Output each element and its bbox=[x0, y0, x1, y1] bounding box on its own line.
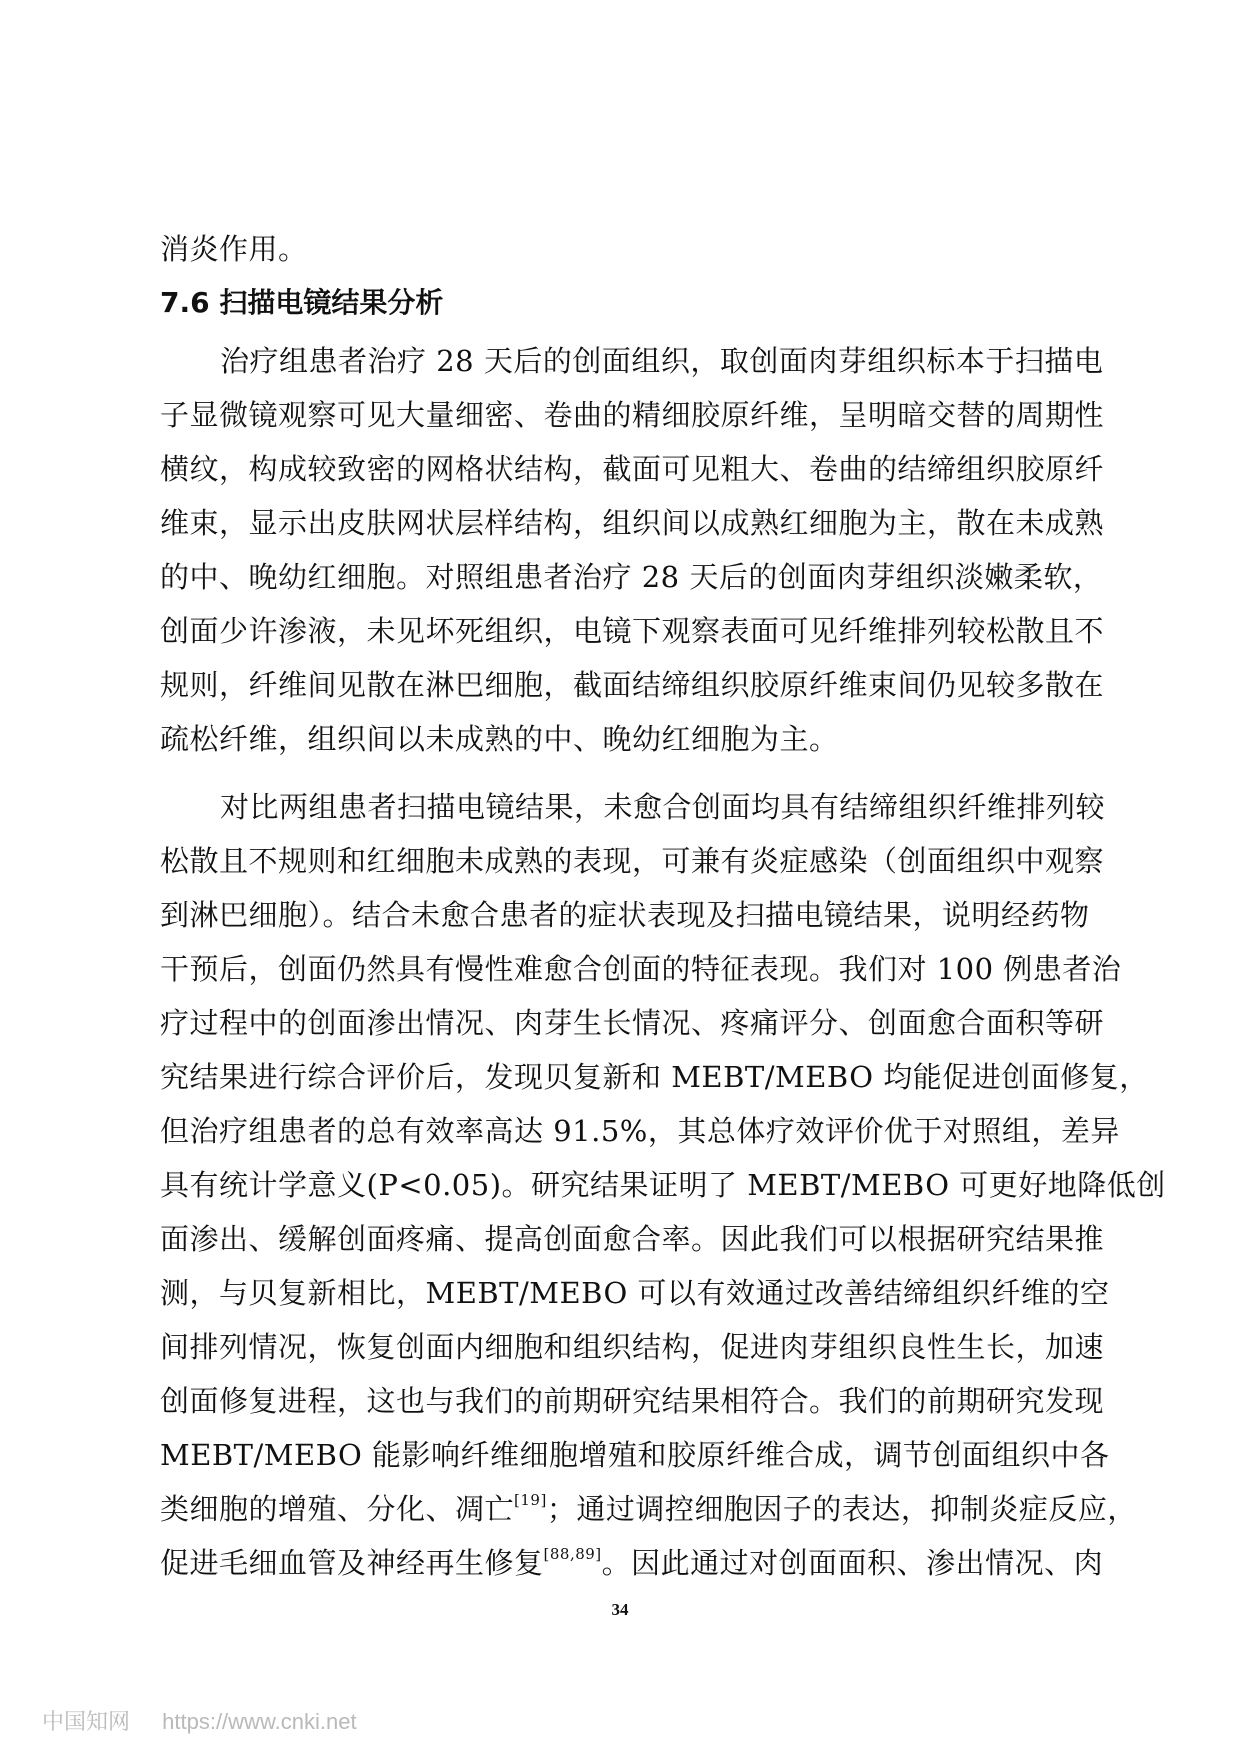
text-line bbox=[160, 496, 1105, 550]
line-text-continued: 。因此通过对创面面积、渗出情况、肉 bbox=[601, 1546, 1104, 1580]
citation-ref[interactable]: [19] bbox=[514, 1491, 547, 1509]
line-text: 测，与贝复新相比，MEBT/MEBO 可以有效通过改善结缔组织纤维的空 bbox=[160, 1276, 1110, 1310]
section-heading bbox=[160, 276, 1090, 334]
text-line bbox=[160, 1374, 1105, 1428]
line-text: 具有统计学意义(P<0.05)。研究结果证明了 MEBT/MEBO 可更好地降低创 bbox=[160, 1168, 1166, 1202]
footer-url[interactable]: https://www.cnki.net bbox=[162, 1709, 357, 1734]
document-body bbox=[160, 222, 1166, 1590]
footer-brand: 中国知网 bbox=[42, 1709, 131, 1734]
line-text: 到淋巴细胞）。结合未愈合患者的症状表现及扫描电镜结果，说明经药物 bbox=[160, 898, 1090, 932]
text-line bbox=[160, 550, 1103, 604]
text-line bbox=[160, 1266, 1110, 1320]
text-line bbox=[160, 834, 1105, 888]
line-text: 疗过程中的创面渗出情况、肉芽生长情况、疼痛评分、创面愈合面积等研 bbox=[160, 1006, 1105, 1040]
text-line bbox=[160, 442, 1105, 496]
line-text: 横纹，构成较致密的网格状结构，截面可见粗大、卷曲的结缔组织胶原纤 bbox=[160, 452, 1105, 486]
line-text: 规则，纤维间见散在淋巴细胞，截面结缔组织胶原纤维束间仍见较多散在 bbox=[160, 668, 1105, 702]
line-text: 治疗组患者治疗 28 天后的创面组织，取创面肉芽组织标本于扫描电 bbox=[220, 344, 1104, 378]
text-line bbox=[160, 1320, 1105, 1374]
line-text: 但治疗组患者的总有效率高达 91.5%，其总体疗效评价优于对照组，差异 bbox=[160, 1114, 1120, 1148]
line-text: 疏松纤维，组织间以未成熟的中、晚幼红细胞为主。 bbox=[160, 722, 839, 756]
line-text: 面渗出、缓解创面疼痛、提高创面愈合率。因此我们可以根据研究结果推 bbox=[160, 1222, 1105, 1256]
text-line bbox=[160, 1536, 1104, 1590]
line-text: 创面少许渗液，未见坏死组织，电镜下观察表面可见纤维排列较松散且不 bbox=[160, 614, 1105, 648]
text-line bbox=[160, 1158, 1166, 1212]
text-line bbox=[160, 1428, 1110, 1482]
citation-ref[interactable]: [88,89] bbox=[543, 1545, 602, 1563]
line-text: 间排列情况，恢复创面内细胞和组织结构，促进肉芽组织良性生长，加速 bbox=[160, 1330, 1105, 1364]
line-text: 松散且不规则和红细胞未成熟的表现，可兼有炎症感染（创面组织中观察 bbox=[160, 844, 1105, 878]
text-line bbox=[160, 222, 1090, 276]
line-text-continued: ；通过调控细胞因子的表达，抑制炎症反应， bbox=[546, 1492, 1137, 1526]
line-text: MEBT/MEBO 能影响纤维细胞增殖和胶原纤维合成，调节创面组织中各 bbox=[160, 1438, 1110, 1472]
text-line bbox=[160, 1212, 1105, 1266]
text-line bbox=[160, 604, 1105, 658]
line-text: 消炎作用。 bbox=[160, 232, 308, 266]
footer-watermark bbox=[42, 1705, 357, 1736]
line-text: 的中、晚幼红细胞。对照组患者治疗 28 天后的创面肉芽组织淡嫩柔软， bbox=[160, 560, 1103, 594]
text-line bbox=[160, 1104, 1120, 1158]
line-text: 究结果进行综合评价后，发现贝复新和 MEBT/MEBO 均能促进创面修复， bbox=[160, 1060, 1149, 1094]
line-text: 创面修复进程，这也与我们的前期研究结果相符合。我们的前期研究发现 bbox=[160, 1384, 1105, 1418]
text-line bbox=[160, 888, 1090, 942]
text-line bbox=[160, 1482, 1137, 1536]
line-text: 子显微镜观察可见大量细密、卷曲的精细胶原纤维，呈明暗交替的周期性 bbox=[160, 398, 1105, 432]
line-text: 类细胞的增殖、分化、凋亡 bbox=[160, 1492, 515, 1526]
text-line bbox=[160, 996, 1105, 1050]
text-line bbox=[160, 780, 1106, 834]
line-text: 维束，显示出皮肤网状层样结构，组织间以成熟红细胞为主，散在未成熟 bbox=[160, 506, 1105, 540]
line-text: 促进毛细血管及神经再生修复 bbox=[160, 1546, 544, 1580]
line-text: 对比两组患者扫描电镜结果，未愈合创面均具有结缔组织纤维排列较 bbox=[220, 790, 1106, 824]
page-number: 34 bbox=[611, 1600, 629, 1619]
text-line bbox=[160, 658, 1105, 712]
text-line bbox=[160, 712, 1090, 766]
text-line bbox=[160, 942, 1122, 996]
line-text: 7.6 扫描电镜结果分析 bbox=[160, 286, 444, 319]
line-text: 干预后，创面仍然具有慢性难愈合创面的特征表现。我们对 100 例患者治 bbox=[160, 952, 1122, 986]
text-line bbox=[160, 388, 1105, 442]
text-line bbox=[160, 1050, 1149, 1104]
text-line bbox=[160, 334, 1104, 388]
